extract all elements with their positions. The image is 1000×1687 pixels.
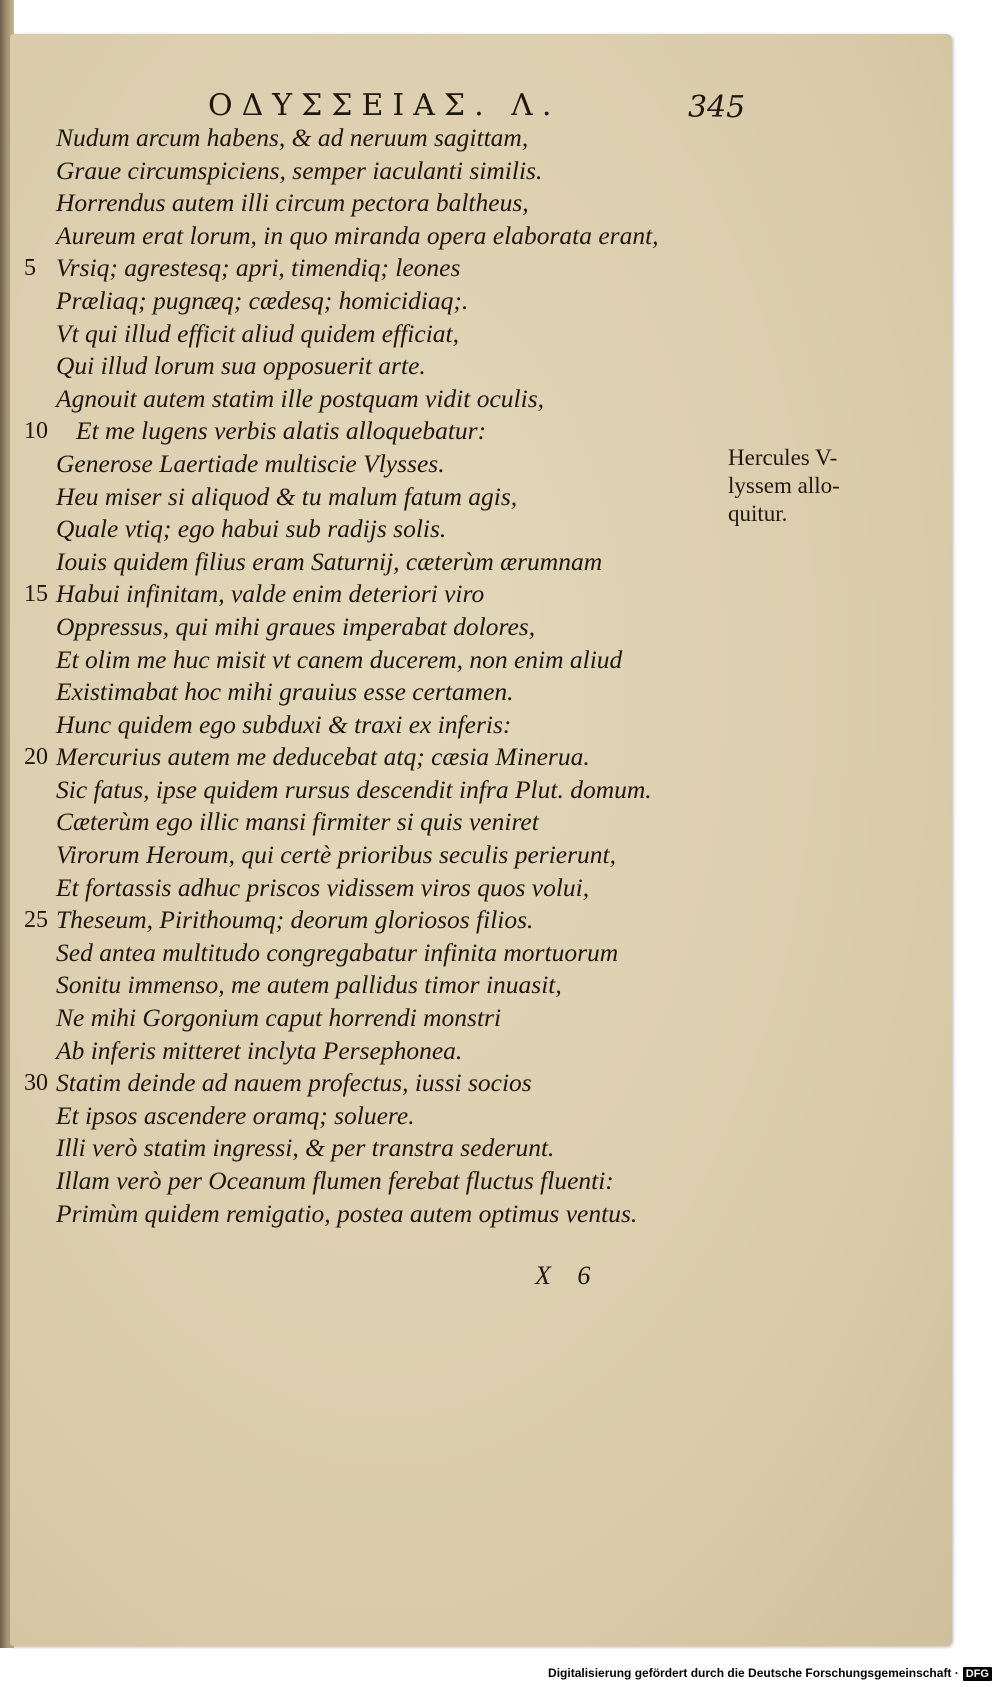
verse-line xyxy=(10,187,952,220)
credit-text: Digitalisierung gefördert durch die Deutsche Forschungsgemeinschaft · xyxy=(548,1666,959,1681)
line-number: 5 xyxy=(24,255,36,282)
verse-line xyxy=(10,350,952,383)
line-text: Et fortassis adhuc priscos vidissem viros quos volui, xyxy=(56,872,590,902)
line-text: Illi verò statim ingressi, & per transtra sederunt. xyxy=(56,1133,555,1163)
line-text: Existimabat hoc mihi grauius esse certamen. xyxy=(56,677,514,707)
verse-line xyxy=(10,872,952,905)
line-text: Et olim me huc misit vt canem ducerem, non enim aliud xyxy=(56,644,623,674)
verse-line xyxy=(10,1198,952,1231)
dfg-logo-icon: DFG xyxy=(963,1667,992,1681)
marginal-note-line: Hercules V- xyxy=(728,445,838,470)
line-text: Sed antea multitudo congregabatur infinita mortuorum xyxy=(56,937,619,967)
line-text: Graue circumspiciens, semper iaculanti similis. xyxy=(56,155,543,185)
verse-line xyxy=(10,1100,952,1133)
marginal-note xyxy=(728,444,898,528)
verse-line xyxy=(10,1035,952,1068)
line-text: Iouis quidem filius eram Saturnij, cæterùm ærumnam xyxy=(56,546,603,576)
signature-mark: X 6 xyxy=(535,1261,601,1290)
verse-line xyxy=(10,611,952,644)
line-text: Oppressus, qui mihi graues imperabat dolores, xyxy=(56,611,536,641)
line-text: Horrendus autem illi circum pectora baltheus, xyxy=(56,188,529,218)
marginal-note-line: lyssem allo- xyxy=(728,473,840,498)
verse-line xyxy=(10,578,952,611)
verse-line xyxy=(10,122,952,155)
verse-line xyxy=(10,904,952,937)
verse-line xyxy=(10,839,952,872)
verse-line xyxy=(10,1002,952,1035)
line-text: Et me lugens verbis alatis alloquebatur: xyxy=(76,416,487,446)
line-text: Quale vtiq; ego habui sub radijs solis. xyxy=(56,514,447,544)
line-number: 15 xyxy=(24,581,48,608)
verse-line xyxy=(10,969,952,1002)
line-text: Vt qui illud efficit aliud quidem efficiat, xyxy=(56,318,459,348)
verse-line xyxy=(10,252,952,285)
line-text: Mercurius autem me deducebat atq; cæsia Minerua. xyxy=(56,742,590,772)
verse-line xyxy=(10,1165,952,1198)
line-text: Primùm quidem remigatio, postea autem optimus ventus. xyxy=(56,1198,638,1228)
verse-line xyxy=(10,1132,952,1165)
verse-line xyxy=(10,318,952,351)
verse-line xyxy=(10,546,952,579)
line-text: Habui infinitam, valde enim deteriori viro xyxy=(56,579,485,609)
line-text: Virorum Heroum, qui certè prioribus seculis perierunt, xyxy=(56,840,617,870)
line-text: Præliaq; pugnæq; cædesq; homicidiaq;. xyxy=(56,285,469,315)
verse-line xyxy=(10,676,952,709)
line-text: Qui illud lorum sua opposuerit arte. xyxy=(56,351,426,381)
verse-line xyxy=(10,774,952,807)
line-text: Cæterùm ego illic mansi firmiter si quis veniret xyxy=(56,807,539,837)
verse-line xyxy=(10,155,952,188)
verse-line xyxy=(10,806,952,839)
line-text: Theseum, Pirithoumq; deorum gloriosos filios. xyxy=(56,905,534,935)
line-text: Generose Laertiade multiscie Vlysses. xyxy=(56,448,445,478)
verse-line xyxy=(10,709,952,742)
verse-line xyxy=(10,285,952,318)
line-text: Heu miser si aliquod & tu malum fatum agis, xyxy=(56,481,518,511)
verse-line xyxy=(10,220,952,253)
line-number: 25 xyxy=(24,907,48,934)
verse-text xyxy=(10,122,952,1230)
line-text: Illam verò per Oceanum flumen ferebat fluctus fluenti: xyxy=(56,1166,614,1195)
line-text: Ne mihi Gorgonium caput horrendi monstri xyxy=(56,1003,502,1033)
line-text: Agnouit autem statim ille postquam vidit oculis, xyxy=(56,383,545,413)
verse-line xyxy=(10,644,952,677)
line-text: Nudum arcum habens, & ad neruum sagittam, xyxy=(56,123,529,152)
line-text: Sonitu immenso, me autem pallidus timor inuasit, xyxy=(56,970,562,1000)
verse-line xyxy=(10,1067,952,1100)
line-text: Statim deinde ad nauem profectus, iussi socios xyxy=(56,1068,532,1098)
book-page xyxy=(10,34,952,1646)
line-text: Hunc quidem ego subduxi & traxi ex inferis: xyxy=(56,709,512,739)
line-text: Vrsiq; agrestesq; apri, timendiq; leones xyxy=(56,253,461,283)
running-head: ΟΔΥΣΣΕΙΑΣ. Λ. xyxy=(208,88,561,123)
verse-line xyxy=(10,937,952,970)
line-number: 20 xyxy=(24,744,48,771)
digitization-credit xyxy=(548,1666,992,1681)
verse-line xyxy=(10,383,952,416)
line-number: 30 xyxy=(24,1070,48,1097)
marginal-note-line: quitur. xyxy=(728,501,788,526)
verse-line xyxy=(10,741,952,774)
line-text: Et ipsos ascendere oramq; soluere. xyxy=(56,1100,415,1130)
line-text: Aureum erat lorum, in quo miranda opera elaborata erant, xyxy=(56,220,659,250)
line-text: Sic fatus, ipse quidem rursus descendit infra Plut. domum. xyxy=(56,774,652,804)
line-text: Ab inferis mitteret inclyta Persephonea. xyxy=(56,1035,463,1065)
line-number: 10 xyxy=(24,418,48,445)
page-number: 345 xyxy=(688,90,746,125)
